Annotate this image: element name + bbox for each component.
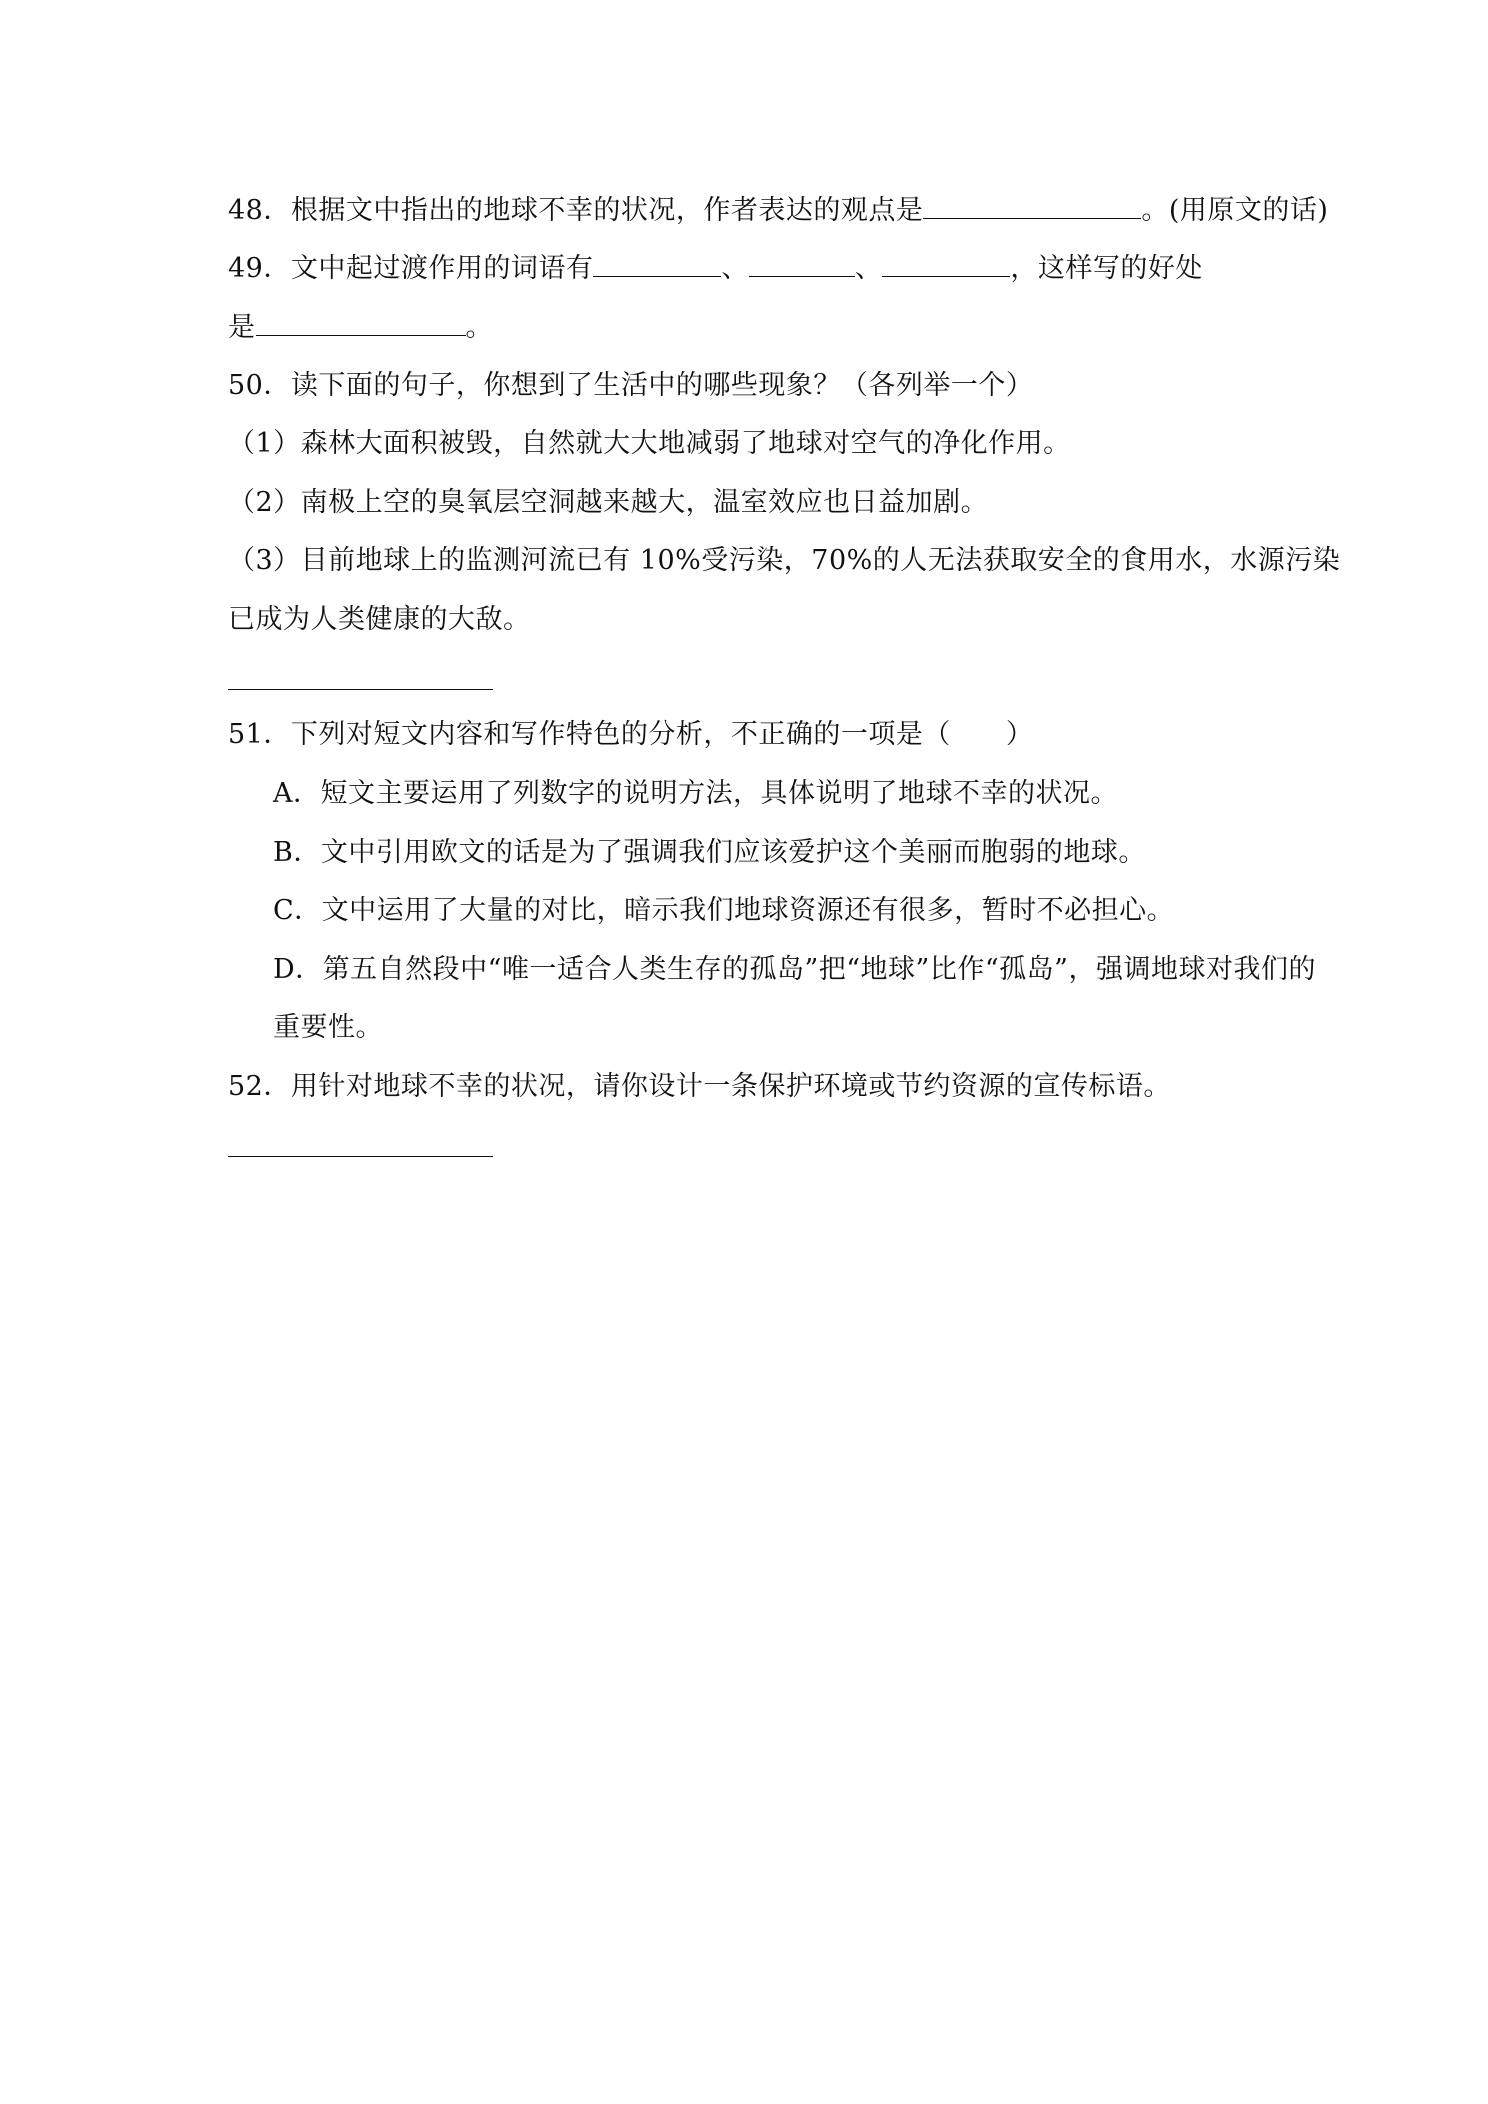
separator: 、 xyxy=(721,253,749,284)
answer-blank-49-2[interactable] xyxy=(749,248,855,277)
question-49-line2-end: 。 xyxy=(465,312,493,343)
answer-line-50[interactable] xyxy=(228,689,493,690)
answer-line-52[interactable] xyxy=(228,1156,493,1157)
answer-blank-49-4[interactable] xyxy=(256,307,466,336)
answer-blank-49-3[interactable] xyxy=(882,248,1010,277)
option-b[interactable]: B．文中引用欧文的话是为了强调我们应该爱护这个美丽而胞弱的地球。 xyxy=(273,837,1146,868)
question-48 xyxy=(228,190,1328,231)
question-50-item-3-line-1: （3）目前地球上的监测河流已有 10%受污染，70%的人无法获取安全的食用水，水源污染 xyxy=(228,545,1341,576)
question-50-prompt: 50．读下面的句子，你想到了生活中的哪些现象？（各列举一个） xyxy=(228,370,1034,401)
question-49 xyxy=(228,248,1203,289)
option-a[interactable]: A．短文主要运用了列数字的说明方法，具体说明了地球不幸的状况。 xyxy=(273,778,1118,809)
option-d-line-1[interactable]: D．第五自然段中“唯一适合人类生存的孤岛”把“地球”比作“孤岛”，强调地球对我们的 xyxy=(273,954,1316,985)
question-49-line2 xyxy=(228,307,493,348)
question-49-text-mid: ，这样写的好处 xyxy=(1010,253,1203,284)
question-51-prompt: 51．下列对短文内容和写作特色的分析，不正确的一项是（ ） xyxy=(228,719,1034,750)
answer-blank-49-1[interactable] xyxy=(593,248,721,277)
option-d-line-2: 重要性。 xyxy=(273,1012,383,1043)
answer-blank-48[interactable] xyxy=(923,190,1141,219)
question-48-suffix: 。(用原文的话) xyxy=(1141,195,1329,226)
question-52-prompt: 52．用针对地球不幸的状况，请你设计一条保护环境或节约资源的宣传标语。 xyxy=(228,1071,1171,1102)
question-50-item-1: （1）森林大面积被毁，自然就大大地减弱了地球对空气的净化作用。 xyxy=(228,428,1071,459)
question-48-text: 48．根据文中指出的地球不幸的状况，作者表达的观点是 xyxy=(228,195,924,226)
separator: 、 xyxy=(854,253,883,284)
option-c[interactable]: C．文中运用了大量的对比，暗示我们地球资源还有很多，暂时不必担心。 xyxy=(273,895,1175,926)
question-49-text: 49．文中起过渡作用的词语有 xyxy=(228,253,594,284)
question-49-line2-start: 是 xyxy=(228,312,256,343)
question-50-item-2: （2）南极上空的臭氧层空洞越来越大，温室效应也日益加剧。 xyxy=(228,487,989,518)
question-50-item-3-line-2: 已成为人类健康的大敌。 xyxy=(228,604,531,635)
